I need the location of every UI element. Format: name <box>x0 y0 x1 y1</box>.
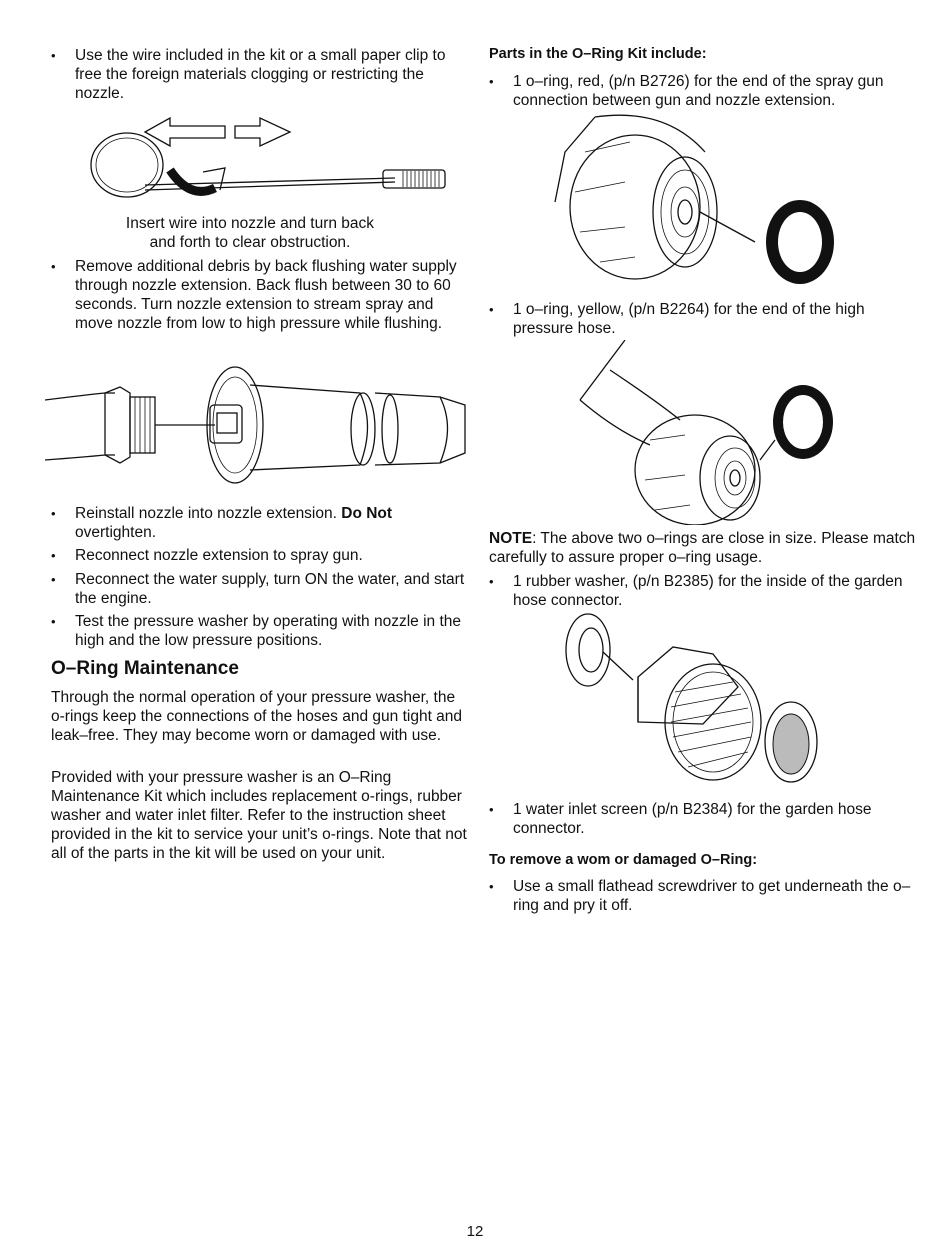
section-title-oring-maintenance: O–Ring Maintenance <box>51 658 239 679</box>
nozzle-wire-illustration <box>85 110 455 205</box>
caption-line-2: and forth to clear obstruction. <box>149 234 351 251</box>
kit-heading: Parts in the O–Ring Kit include: <box>489 46 707 62</box>
paragraph-maintenance-kit: Provided with your pressure washer is an O–Ring Maintenance Kit which includes replacement o-rings, rubber washer and water inlet filter. Refer to the instruction sheet provided in the kit to service your unit’s o-rings. Note that not all of the parts in the kit will be used on your unit. <box>51 769 467 862</box>
bullet-yellow-oring: • 1 o–ring, yellow, (p/n B2264) for the end of the high pressure hose. <box>513 300 913 338</box>
paragraph-normal-operation: Through the normal operation of your pressure washer, the o-rings keep the connections of the hoses and gun tight and leak–free. They may become worn or damaged with use. <box>51 689 463 744</box>
bullet-reconnect-gun: • Reconnect nozzle extension to spray gun. <box>75 546 465 565</box>
note-oring-size <box>489 529 929 567</box>
reinstall-text: Reinstall nozzle into nozzle extension. <box>75 505 337 522</box>
note-text: : The above two o–rings are close in size. Please match carefully to assure proper o–ring usage. <box>489 530 916 566</box>
bullet-rubber-washer: • 1 rubber washer, (p/n B2385) for the inside of the garden hose connector. <box>513 572 913 610</box>
bullet-reconnect-water: • Reconnect the water supply, turn ON the water, and start the engine. <box>75 570 465 608</box>
page-number: 12 <box>466 1223 484 1240</box>
remove-heading: To remove a wom or damaged O–Ring: <box>489 852 758 868</box>
note-label: NOTE <box>489 530 533 547</box>
bullet-inlet-screen: • 1 water inlet screen (p/n B2384) for the garden hose connector. <box>513 800 913 838</box>
spray-gun-fitting-illustration <box>545 112 845 287</box>
nozzle-extension-illustration <box>45 365 470 490</box>
bullet-reinstall <box>75 504 465 542</box>
bullet-clear-nozzle: • Use the wire included in the kit or a small paper clip to free the foreign materials clogging or restricting the nozzle. <box>75 46 465 103</box>
bullet-test-washer: • Test the pressure washer by operating with nozzle in the high and the low pressure positions. <box>75 612 465 650</box>
do-not-emphasis: Do Not <box>341 505 393 522</box>
caption-line-1: Insert wire into nozzle and turn back <box>125 215 375 232</box>
bullet-red-oring: • 1 o–ring, red, (p/n B2726) for the end of the spray gun connection between gun and nozzle extension. <box>513 72 913 110</box>
reinstall-end-text: overtighten. <box>75 524 156 541</box>
bullet-back-flush: • Remove additional debris by back flushing water supply through nozzle extension. Back flush between 30 to 60 seconds. Turn nozzle extension to stream spray and move nozzle from low to high pressure while flushing. <box>75 257 465 333</box>
high-pressure-hose-illustration <box>575 340 845 525</box>
bullet-pry-off: • Use a small flathead screwdriver to get underneath the o–ring and pry it off. <box>513 877 913 915</box>
garden-hose-connector-illustration <box>563 612 823 792</box>
